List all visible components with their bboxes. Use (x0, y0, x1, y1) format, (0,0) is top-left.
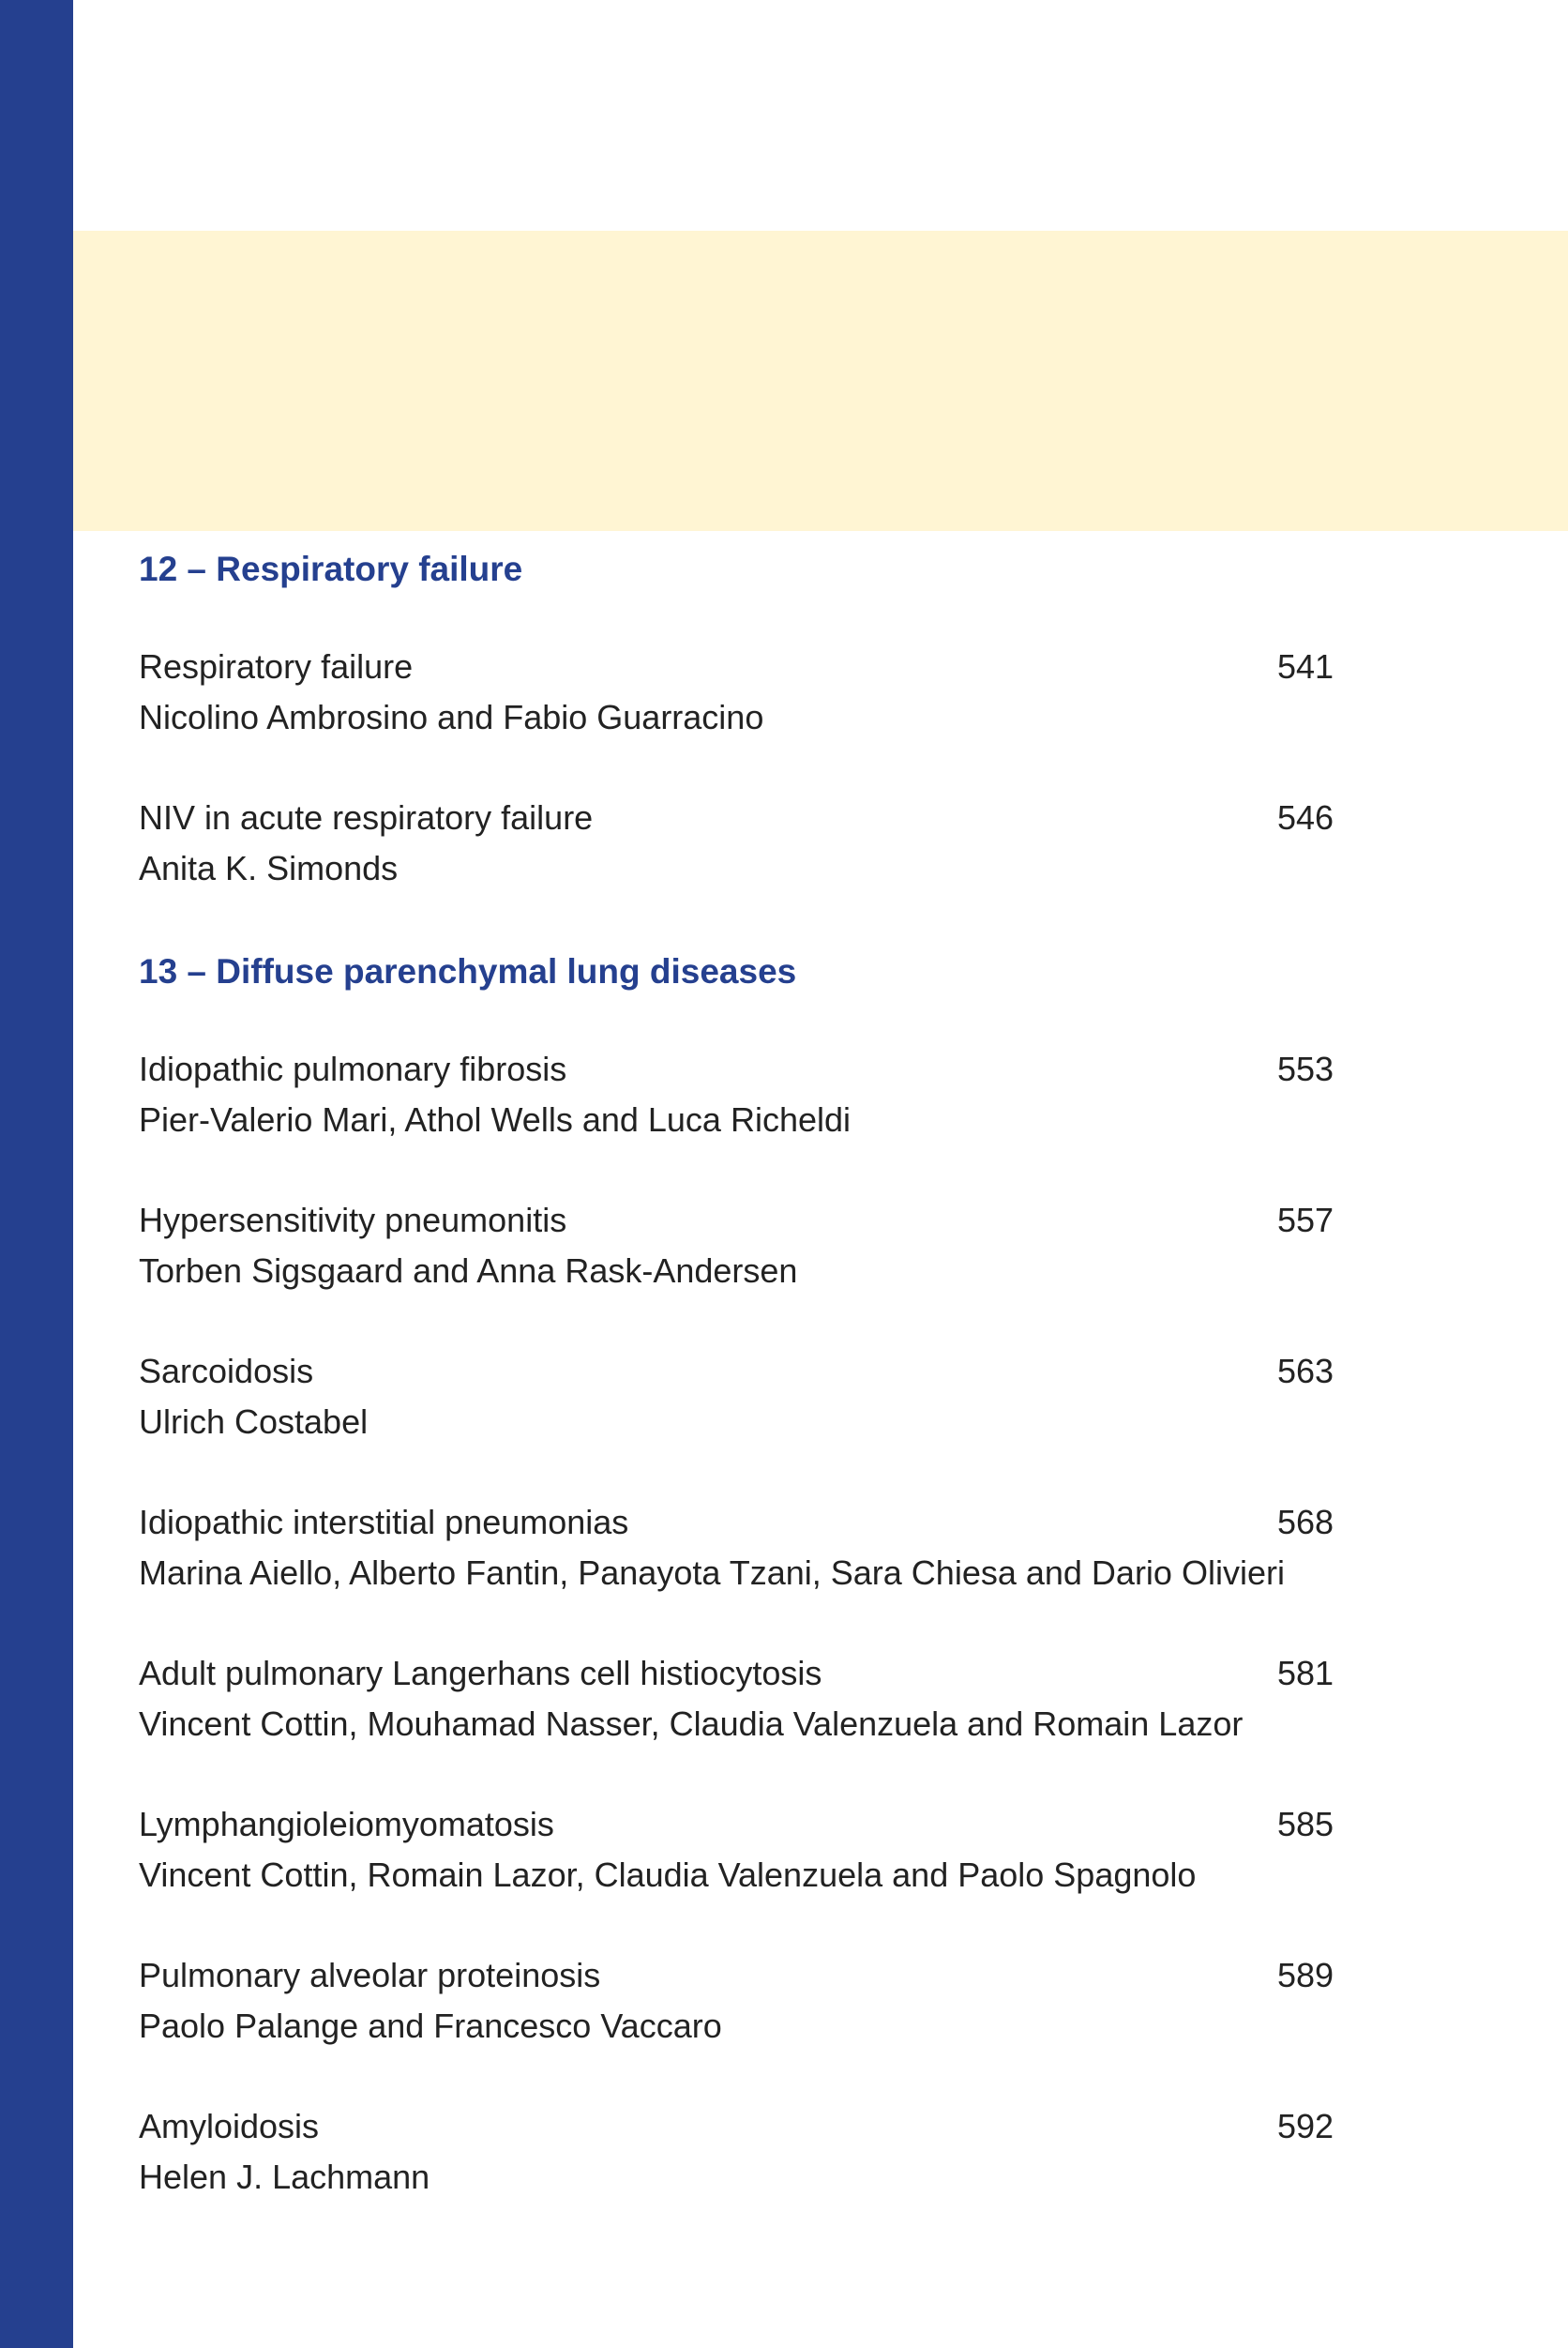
entry-authors: Marina Aiello, Alberto Fantin, Panayota Tzani, Sara Chiesa and Dario Olivieri (139, 1553, 1285, 1592)
toc-entry[interactable] (139, 793, 1339, 894)
entry-page-number[interactable]: 553 (1277, 1050, 1334, 1088)
toc-entry[interactable] (139, 1950, 1339, 2052)
entry-page-number[interactable]: 589 (1277, 1956, 1334, 1994)
entry-authors: Helen J. Lachmann (139, 2158, 430, 2196)
entry-authors: Anita K. Simonds (139, 849, 399, 887)
toc-entry[interactable] (139, 1799, 1339, 1901)
entry-title[interactable]: Sarcoidosis (139, 1352, 314, 1390)
entry-title[interactable]: Adult pulmonary Langerhans cell histiocytosis (139, 1654, 822, 1692)
entry-title[interactable]: Pulmonary alveolar proteinosis (139, 1956, 601, 1994)
toc-entry[interactable] (139, 1195, 1339, 1296)
entry-authors: Paolo Palange and Francesco Vaccaro (139, 2007, 722, 2045)
entry-title[interactable]: NIV in acute respiratory failure (139, 798, 594, 837)
entry-page-number[interactable]: 592 (1277, 2107, 1334, 2145)
section-heading-respiratory-failure: 12 – Respiratory failure (139, 550, 523, 588)
entry-page-number[interactable]: 557 (1277, 1201, 1334, 1239)
toc-entry[interactable] (139, 1044, 1339, 1145)
entry-page-number[interactable]: 546 (1277, 798, 1334, 837)
toc-entry[interactable] (139, 2101, 1339, 2203)
toc-entry[interactable] (139, 1497, 1339, 1598)
side-color-bar (0, 0, 73, 2348)
entry-title[interactable]: Lymphangioleiomyomatosis (139, 1805, 554, 1843)
entry-authors: Pier-Valerio Mari, Athol Wells and Luca Richeldi (139, 1100, 852, 1139)
entry-title[interactable]: Idiopathic interstitial pneumonias (139, 1503, 629, 1541)
entry-page-number[interactable]: 585 (1277, 1805, 1334, 1843)
entry-authors: Torben Sigsgaard and Anna Rask-Andersen (139, 1251, 798, 1290)
entry-authors: Vincent Cottin, Romain Lazor, Claudia Valenzuela and Paolo Spagnolo (139, 1856, 1197, 1894)
entry-title[interactable]: Hypersensitivity pneumonitis (139, 1201, 567, 1239)
entry-title[interactable]: Respiratory failure (139, 647, 414, 686)
entry-authors: Nicolino Ambrosino and Fabio Guarracino (139, 698, 764, 736)
entry-authors: Ulrich Costabel (139, 1402, 369, 1441)
entry-title[interactable]: Amyloidosis (139, 2107, 320, 2145)
entry-authors: Vincent Cottin, Mouhamad Nasser, Claudia Valenzuela and Romain Lazor (139, 1704, 1244, 1743)
toc-entry[interactable] (139, 1346, 1339, 1447)
toc-entry[interactable] (139, 1648, 1339, 1750)
header-band (73, 231, 1568, 531)
toc-entry[interactable] (139, 642, 1339, 743)
entry-title[interactable]: Idiopathic pulmonary fibrosis (139, 1050, 567, 1088)
entry-page-number[interactable]: 568 (1277, 1503, 1334, 1541)
table-of-contents (139, 540, 1358, 2203)
section-heading-diffuse-parenchymal: 13 – Diffuse parenchymal lung diseases (139, 952, 797, 991)
entry-page-number[interactable]: 541 (1277, 647, 1334, 686)
entry-page-number[interactable]: 581 (1277, 1654, 1334, 1692)
entry-page-number[interactable]: 563 (1277, 1352, 1334, 1390)
